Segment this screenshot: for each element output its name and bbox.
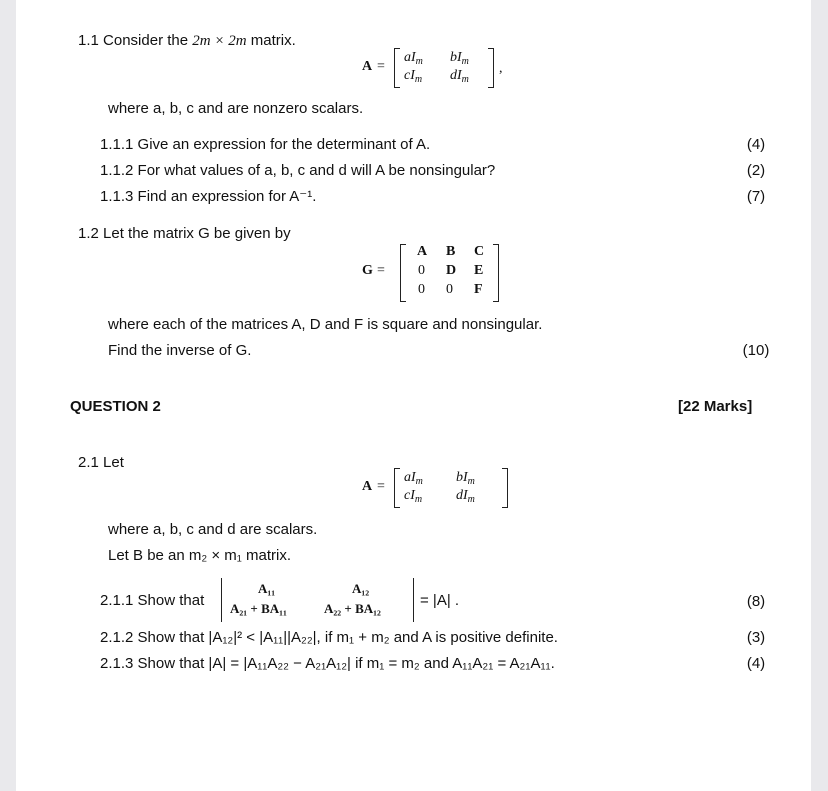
equals-sign: = [377, 59, 385, 74]
question-2-marks: [22 Marks] [678, 398, 753, 415]
matrix-cell: 0 [418, 282, 425, 297]
trailing-comma: , [499, 61, 503, 76]
matrix-cell: A [417, 244, 428, 259]
determinant-right-bar [413, 578, 414, 622]
matrix-cell: 0 [418, 263, 425, 278]
q2-1-2: 2.1.2 Show that |A₁₂|² < |A₁₁||A₂₂|, if m₁ + m₂ and A is positive definite. [100, 629, 558, 646]
matrix-cell: $cI_m$ [404, 488, 423, 505]
matrix-cell: C [474, 244, 485, 259]
q1-1-1: 1.1.1 Give an expression for the determinant of A. [100, 136, 431, 153]
q2-1-1-rhs: = |A| . [420, 592, 460, 609]
matrix-cell: $dI_m$ [456, 488, 475, 505]
determinant-cell: A₂₁ + BA₁₁ [230, 601, 287, 616]
matrix-label: G [362, 263, 373, 278]
matrix-cell: $bI_m$ [450, 50, 469, 67]
q1-1-where: where a, b, c and are nonzero scalars. [108, 100, 364, 117]
right-bracket [488, 48, 494, 88]
q1-1-2-marks: (2) [746, 162, 766, 179]
q2-1-1-marks: (8) [746, 593, 766, 610]
q1-2-marks: (10) [742, 342, 770, 359]
q1-1-dim: 2m × 2m [192, 33, 247, 49]
determinant-cell: A₁₁ [258, 581, 276, 596]
matrix-cell: $cI_m$ [404, 68, 423, 85]
q1-1-intro [78, 32, 296, 50]
matrix-cell: 0 [446, 282, 453, 297]
q1-1-matrix [362, 46, 522, 90]
left-bracket [394, 48, 400, 88]
q1-1-intro-end: matrix. [250, 32, 296, 49]
matrix-cell: F [474, 282, 483, 297]
matrix-cell: $aI_m$ [404, 470, 423, 487]
q1-1-3-marks: (7) [746, 188, 766, 205]
q2-1-1-determinant [226, 578, 416, 622]
q1-1-2: 1.1.2 For what values of a, b, c and d will A be nonsingular? [100, 162, 496, 179]
right-bracket [502, 468, 508, 508]
determinant-cell: A₁₂ [352, 581, 370, 596]
q1-1-number: 1.1 [78, 32, 99, 49]
q2-1-let: Let B be an m₂ × m₁ matrix. [108, 547, 292, 564]
q2-1-3: 2.1.3 Show that |A| = |A₁₁A₂₂ − A₂₁A₁₂| if m₁ = m₂ and A₁₁A₂₁ = A₂₁A₁₁. [100, 655, 555, 672]
q1-1-1-marks: (4) [746, 136, 766, 153]
document-page [16, 0, 811, 791]
q2-1-where: where a, b, c and d are scalars. [108, 521, 318, 538]
determinant-left-bar [221, 578, 222, 622]
q1-2-matrix [362, 242, 522, 304]
q2-1-matrix [362, 465, 522, 509]
q1-2-find: Find the inverse of G. [108, 342, 252, 359]
q1-1-intro-text: Consider the [103, 32, 189, 49]
matrix-cell: $bI_m$ [456, 470, 475, 487]
matrix-cell: B [446, 244, 456, 259]
right-bracket [493, 244, 499, 302]
equals-sign: = [377, 263, 385, 278]
matrix-cell: E [474, 263, 484, 278]
equals-sign: = [377, 479, 385, 494]
matrix-cell: $dI_m$ [450, 68, 469, 85]
left-bracket [400, 244, 406, 302]
left-bracket [394, 468, 400, 508]
q2-1-2-marks: (3) [746, 629, 766, 646]
q1-2-where: where each of the matrices A, D and F is square and nonsingular. [108, 316, 543, 333]
determinant-cell: A₂₂ + BA₁₂ [324, 601, 381, 616]
matrix-cell: $aI_m$ [404, 50, 423, 67]
question-2-title: QUESTION 2 [70, 398, 161, 415]
q2-1-3-marks: (4) [746, 655, 766, 672]
matrix-cell: D [446, 263, 457, 278]
matrix-label: A [362, 479, 373, 494]
q1-2-intro: 1.2 Let the matrix G be given by [78, 225, 291, 242]
q2-1-1-label: 2.1.1 Show that [100, 592, 205, 609]
q2-1-intro: 2.1 Let [78, 454, 124, 471]
matrix-label: A [362, 59, 373, 74]
q1-1-3: 1.1.3 Find an expression for A⁻¹. [100, 188, 317, 205]
